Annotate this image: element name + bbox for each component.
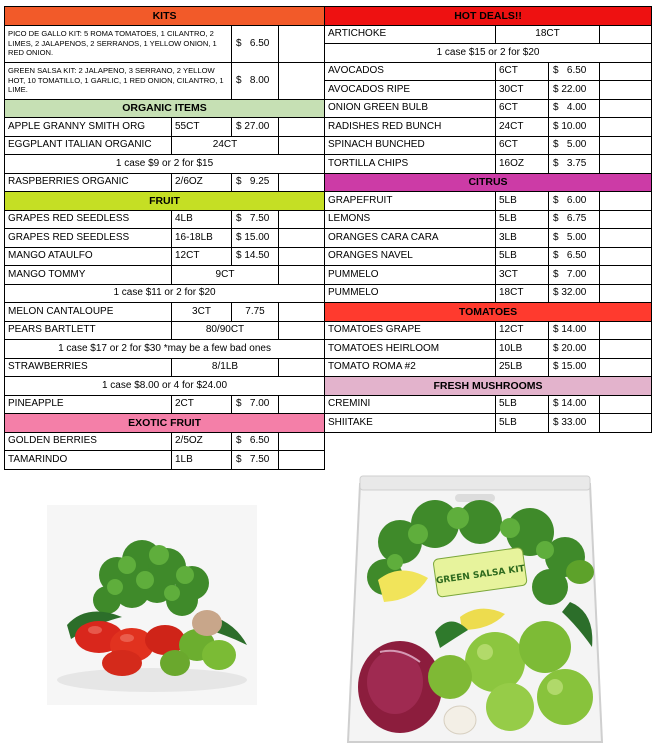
- item-price: $ 14.00: [549, 321, 600, 340]
- table-row: [5, 247, 325, 266]
- item-pack: 2CT: [172, 395, 232, 414]
- item-pack: 25LB: [496, 358, 549, 377]
- table-row: [5, 229, 325, 248]
- hot-deals-header: HOT DEALS!!: [325, 7, 652, 26]
- item-name: LEMONS: [325, 210, 496, 229]
- item-price: $ 20.00: [549, 340, 600, 359]
- tomatoes-header: TOMATOES: [325, 303, 652, 322]
- item-price: $ 27.00: [232, 118, 279, 137]
- table-row: [325, 136, 652, 155]
- fruit-header: FRUIT: [5, 192, 325, 211]
- right-price-table: [324, 6, 652, 433]
- table-row: [5, 321, 325, 340]
- item-name: PEARS BARTLETT: [5, 321, 172, 340]
- item-name: RASPBERRIES ORGANIC: [5, 173, 172, 192]
- item-price: $ 32.00: [549, 284, 600, 303]
- item-pack: 8/1LB: [172, 358, 279, 377]
- item-pack: 24CT: [496, 118, 549, 137]
- pico-kit-photo: [47, 505, 257, 705]
- item-price: $ 7.50: [232, 210, 279, 229]
- bag-label: GREEN SALSA KIT: [435, 564, 526, 587]
- item-price: 7.75: [232, 303, 279, 322]
- item-name: TOMATOES GRAPE: [325, 321, 496, 340]
- green-salsa-kit-price: $ 8.00: [232, 62, 279, 99]
- table-row: [5, 432, 325, 451]
- item-pack: 12CT: [172, 247, 232, 266]
- item-price: $ 6.50: [549, 247, 600, 266]
- table-row: [325, 395, 652, 414]
- table-row: [5, 266, 325, 285]
- table-row: [325, 99, 652, 118]
- mushrooms-header: FRESH MUSHROOMS: [325, 377, 652, 396]
- table-row: [325, 321, 652, 340]
- item-price: $ 5.00: [549, 136, 600, 155]
- table-row: [325, 358, 652, 377]
- item-price: $ 15.00: [549, 358, 600, 377]
- pico-kit-price: $ 6.50: [232, 25, 279, 62]
- item-price: $ 7.00: [232, 395, 279, 414]
- green-salsa-kit-description: GREEN SALSA KIT: 2 JALAPENO, 3 SERRANO, 2 YELLOW HOT, 10 TOMATILLO, 1 GARLIC, 1 RED ONION, CILANTRO, 1 LIME.: [5, 62, 232, 99]
- item-pack: 2/5OZ: [172, 432, 232, 451]
- item-price: $ 7.50: [232, 451, 279, 470]
- item-name: MANGO ATAULFO: [5, 247, 172, 266]
- table-row: [325, 192, 652, 211]
- item-price: $ 6.00: [549, 192, 600, 211]
- item-name: GRAPES RED SEEDLESS: [5, 210, 172, 229]
- item-price: $ 3.75: [549, 155, 600, 174]
- table-row: [325, 247, 652, 266]
- item-pack: 24CT: [172, 136, 279, 155]
- table-row: [5, 358, 325, 377]
- item-name: GRAPES RED SEEDLESS: [5, 229, 172, 248]
- item-pack: 3CT: [172, 303, 232, 322]
- item-pack: 18CT: [496, 25, 600, 44]
- item-pack: 16OZ: [496, 155, 549, 174]
- pico-kit-description: PICO DE GALLO KIT: 5 ROMA TOMATOES, 1 CILANTRO, 2 LIMES, 2 JALAPENOS, 2 SERRANOS, 1 YELLOW ONION, 1 RED ONION.: [5, 25, 232, 62]
- deal-note: 1 case $9 or 2 for $15: [5, 155, 325, 174]
- item-price: $ 10.00: [549, 118, 600, 137]
- item-pack: 2/6OZ: [172, 173, 232, 192]
- table-row: [325, 284, 652, 303]
- table-row: [5, 451, 325, 470]
- item-pack: 6CT: [496, 62, 549, 81]
- item-price: $ 7.00: [549, 266, 600, 285]
- item-pack: 55CT: [172, 118, 232, 137]
- item-name: AVOCADOS: [325, 62, 496, 81]
- citrus-header: CITRUS: [325, 173, 652, 192]
- item-name: APPLE GRANNY SMITH ORG: [5, 118, 172, 137]
- table-row: [5, 118, 325, 137]
- left-price-table: [4, 6, 325, 470]
- item-name: CREMINI: [325, 395, 496, 414]
- item-name: MANGO TOMMY: [5, 266, 172, 285]
- item-pack: 18CT: [496, 284, 549, 303]
- item-price: $ 22.00: [549, 81, 600, 100]
- table-row: [5, 210, 325, 229]
- item-price: $ 15.00: [232, 229, 279, 248]
- table-row: [5, 136, 325, 155]
- item-pack: 6CT: [496, 136, 549, 155]
- item-price: $ 14.50: [232, 247, 279, 266]
- deal-note: 1 case $8.00 or 4 for $24.00: [5, 377, 325, 396]
- item-name: PINEAPPLE: [5, 395, 172, 414]
- item-name: SHIITAKE: [325, 414, 496, 433]
- item-price: $ 6.75: [549, 210, 600, 229]
- exotic-header: EXOTIC FRUIT: [5, 414, 325, 433]
- item-pack: 10LB: [496, 340, 549, 359]
- item-name: PUMMELO: [325, 284, 496, 303]
- table-row: [325, 81, 652, 100]
- deal-note: 1 case $15 or 2 for $20: [325, 44, 652, 63]
- item-pack: 5LB: [496, 414, 549, 433]
- item-price: $ 5.00: [549, 229, 600, 248]
- item-pack: 6CT: [496, 99, 549, 118]
- table-row: [5, 25, 325, 62]
- item-pack: 12CT: [496, 321, 549, 340]
- item-name: TAMARINDO: [5, 451, 172, 470]
- table-row: [325, 155, 652, 174]
- item-price: $ 6.50: [549, 62, 600, 81]
- item-pack: 4LB: [172, 210, 232, 229]
- item-name: SPINACH BUNCHED: [325, 136, 496, 155]
- item-name: ORANGES NAVEL: [325, 247, 496, 266]
- table-row: [325, 118, 652, 137]
- item-name: GOLDEN BERRIES: [5, 432, 172, 451]
- deal-note: 1 case $17 or 2 for $30 *may be a few bad ones: [5, 340, 325, 359]
- item-name: TOMATOES HEIRLOOM: [325, 340, 496, 359]
- item-pack: 3CT: [496, 266, 549, 285]
- table-row: [325, 62, 652, 81]
- item-pack: 80/90CT: [172, 321, 279, 340]
- item-name: ORANGES CARA CARA: [325, 229, 496, 248]
- item-pack: 16-18LB: [172, 229, 232, 248]
- table-row: [5, 303, 325, 322]
- item-name: MELON CANTALOUPE: [5, 303, 172, 322]
- item-name: GRAPEFRUIT: [325, 192, 496, 211]
- table-row: [5, 173, 325, 192]
- item-price: $ 4.00: [549, 99, 600, 118]
- table-row: [5, 62, 325, 99]
- item-name: STRAWBERRIES: [5, 358, 172, 377]
- item-name: ONION GREEN BULB: [325, 99, 496, 118]
- item-price: $ 9.25: [232, 173, 279, 192]
- table-row: [325, 414, 652, 433]
- item-pack: 5LB: [496, 210, 549, 229]
- item-pack: 9CT: [172, 266, 279, 285]
- table-row: [325, 210, 652, 229]
- item-pack: 30CT: [496, 81, 549, 100]
- organic-header: ORGANIC ITEMS: [5, 99, 325, 118]
- item-price: $ 33.00: [549, 414, 600, 433]
- item-name: PUMMELO: [325, 266, 496, 285]
- green-salsa-kit-photo: [340, 462, 610, 752]
- table-row: [325, 340, 652, 359]
- item-name: ARTICHOKE: [325, 25, 496, 44]
- item-pack: 5LB: [496, 192, 549, 211]
- item-name: TORTILLA CHIPS: [325, 155, 496, 174]
- item-price: $ 14.00: [549, 395, 600, 414]
- item-name: EGGPLANT ITALIAN ORGANIC: [5, 136, 172, 155]
- item-name: RADISHES RED BUNCH: [325, 118, 496, 137]
- item-pack: 3LB: [496, 229, 549, 248]
- deal-note: 1 case $11 or 2 for $20: [5, 284, 325, 303]
- item-pack: 5LB: [496, 247, 549, 266]
- kits-header: KITS: [5, 7, 325, 26]
- table-row: [325, 266, 652, 285]
- item-name: TOMATO ROMA #2: [325, 358, 496, 377]
- table-row: [5, 395, 325, 414]
- table-row: [325, 25, 652, 44]
- item-name: AVOCADOS RIPE: [325, 81, 496, 100]
- item-pack: 5LB: [496, 395, 549, 414]
- item-pack: 1LB: [172, 451, 232, 470]
- item-price: $ 6.50: [232, 432, 279, 451]
- table-row: [325, 229, 652, 248]
